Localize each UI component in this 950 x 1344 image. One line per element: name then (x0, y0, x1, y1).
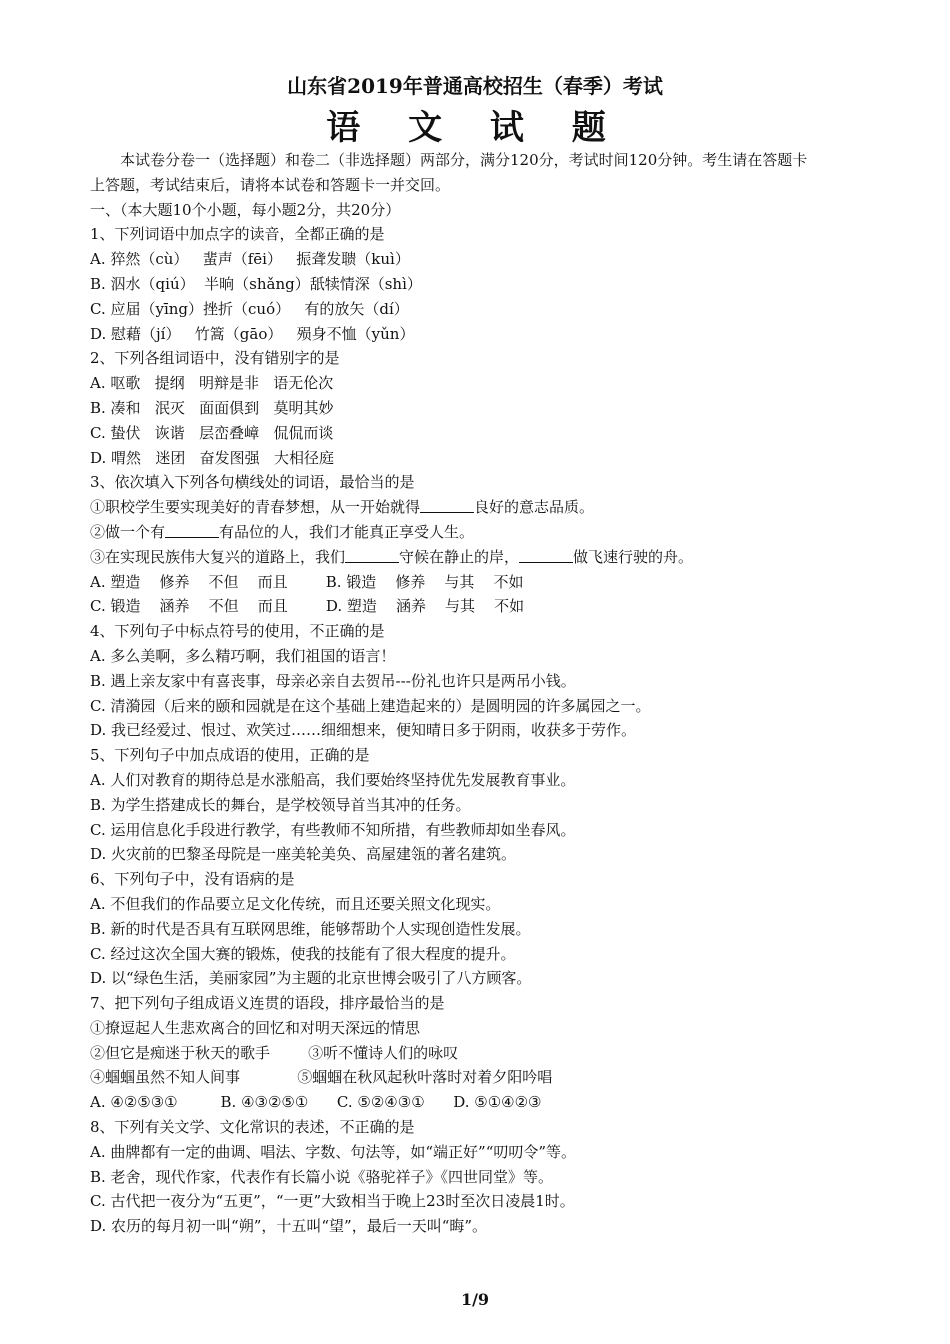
q3-s2-post: 有品位的人，我们才能真正享受人生。 (219, 522, 475, 541)
text-line: A. 不但我们的作品要立足文化传统，而且还要关照文化现实。 (90, 894, 501, 913)
text-line: 8、下列有关文学、文化常识的表述，不正确的是 (90, 1118, 415, 1137)
blank-line (519, 548, 573, 563)
q3-s3-pre: ③在实现民族伟大复兴的道路上，我们 (90, 547, 346, 566)
text-line: D. 火灾前的巴黎圣母院是一座美轮美奂、高屋建瓴的著名建筑。 (90, 845, 517, 864)
text-line: A. ④②⑤③① B. ④③②⑤① C. ⑤②④③① D. ⑤①④②③ (90, 1093, 542, 1112)
text-line: B. 为学生搭建成长的舞台，是学校领导首当其冲的任务。 (90, 795, 471, 814)
text-line: B. 老舍，现代作家，代表作有长篇小说《骆驼祥子》《四世同堂》等。 (90, 1167, 554, 1186)
blank-line (165, 523, 219, 538)
text-line: 4、下列句子中标点符号的使用，不正确的是 (90, 622, 385, 641)
blank-line (345, 548, 399, 563)
text-line: B. 新的时代是否具有互联网思维，能够帮助个人实现创造性发展。 (90, 919, 531, 938)
q3-s1-pre: ①职校学生要实现美好的青春梦想，从一开始就得 (90, 498, 421, 517)
blank-line (420, 498, 474, 513)
text-line: 5、下列句子中加点成语的使用，正确的是 (90, 746, 370, 765)
text-line: D. 慰藉（jí） 竹篙（gāo） 殒身不恤（yǔn） (90, 324, 415, 343)
text-line: 一、（本大题10个小题，每小题2分，共20分） (90, 200, 401, 219)
text-line: D. 我已经爱过、恨过、欢笑过……细细想来，便知晴日多于阴雨，收获多于劳作。 (90, 721, 637, 740)
text-line: A. 多么美啊，多么精巧啊，我们祖国的语言！ (90, 646, 396, 665)
text-line: A. 塑造 修养 不但 而且 B. 锻造 修养 与其 不如 (90, 572, 524, 591)
q3-sentence-1 (90, 495, 860, 520)
exam-title: 山东省2019年普通高校招生（春季）考试 (287, 74, 663, 98)
text-line: C. 应届（yīng）挫折（cuó） 有的放矢（dí） (90, 299, 409, 318)
text-line: ④蝈蝈虽然不知人间事 ⑤蝈蝈在秋风起秋叶落时对着夕阳吟唱 (90, 1068, 553, 1087)
q3-sentence-2 (90, 520, 860, 545)
text-line: D. 以“绿色生活，美丽家园”为主题的北京世博会吸引了八方顾客。 (90, 969, 532, 988)
q3-s1-post: 良好的意志品质。 (474, 498, 595, 517)
q3-s3-post: 做飞速行驶的舟。 (573, 547, 694, 566)
text-line: ①撩逗起人生悲欢离合的回忆和对明天深远的情思 (90, 1018, 421, 1037)
text-line: C. 运用信息化手段进行教学，有些教师不知所措，有些教师却如坐春风。 (90, 820, 576, 839)
text-line: A. 猝然（cù） 蜚声（fēi） 振聋发聩（kuì） (90, 250, 410, 269)
text-line: C. 锻造 涵养 不但 而且 D. 塑造 涵养 与其 不如 (90, 597, 525, 616)
text-line: C. 蛰伏 诙谐 层峦叠嶂 侃侃而谈 (90, 423, 334, 442)
page-number: 1/9 (460, 1290, 490, 1309)
text-line: C. 古代把一夜分为“五更”，“一更”大致相当于晚上23时至次日凌晨1时。 (90, 1192, 575, 1211)
text-line: 1、下列词语中加点字的读音，全都正确的是 (90, 225, 385, 244)
text-line: ②但它是痴迷于秋天的歌手 ③听不懂诗人们的咏叹 (90, 1043, 459, 1062)
q3-sentence-3 (90, 545, 860, 570)
q3-s2-pre: ②做一个有 (90, 522, 166, 541)
subject-title: 语 文 试 题 (326, 108, 624, 148)
text-line: A. 曲牌都有一定的曲调、唱法、字数、句法等，如“端正好”“叨叨令”等。 (90, 1142, 577, 1161)
text-line: D. 喟然 迷团 奋发图强 大相径庭 (90, 448, 334, 467)
intro-line-1: 本试卷分卷一（选择题）和卷二（非选择题）两部分，满分120分，考试时间120分钟。考生请在答题卡 (120, 151, 808, 169)
text-line: A. 呕歌 提纲 明辩是非 语无伦次 (90, 374, 334, 393)
text-line: 7、把下列句子组成语义连贯的语段，排序最恰当的是 (90, 994, 445, 1013)
intro-line-2: 上答题，考试结束后，请将本试卷和答题卡一并交回。 (90, 175, 451, 194)
text-line: B. 泅水（qiú） 半晌（shǎng）舐犊情深（shì） (90, 274, 422, 293)
text-line: 2、下列各组词语中，没有错别字的是 (90, 349, 340, 368)
q3-s3-mid: 守候在静止的岸， (399, 547, 520, 566)
text-line: C. 清漪园（后来的颐和园就是在这个基础上建造起来的）是圆明园的许多属园之一。 (90, 696, 651, 715)
text-line: B. 凑和 泯灭 面面俱到 莫明其妙 (90, 398, 334, 417)
exam-body (90, 148, 860, 1239)
text-line: 6、下列句子中，没有语病的是 (90, 870, 295, 889)
text-line: C. 经过这次全国大赛的锻炼，使我的技能有了很大程度的提升。 (90, 944, 516, 963)
text-line: 3、依次填入下列各句横线处的词语，最恰当的是 (90, 473, 415, 492)
text-line: A. 人们对教育的期待总是水涨船高，我们要始终坚持优先发展教育事业。 (90, 770, 576, 789)
text-line: D. 农历的每月初一叫“朔”，十五叫“望”，最后一天叫“晦”。 (90, 1217, 488, 1236)
text-line: B. 遇上亲友家中有喜丧事，母亲必亲自去贺吊---份礼也许只是两吊小钱。 (90, 671, 576, 690)
